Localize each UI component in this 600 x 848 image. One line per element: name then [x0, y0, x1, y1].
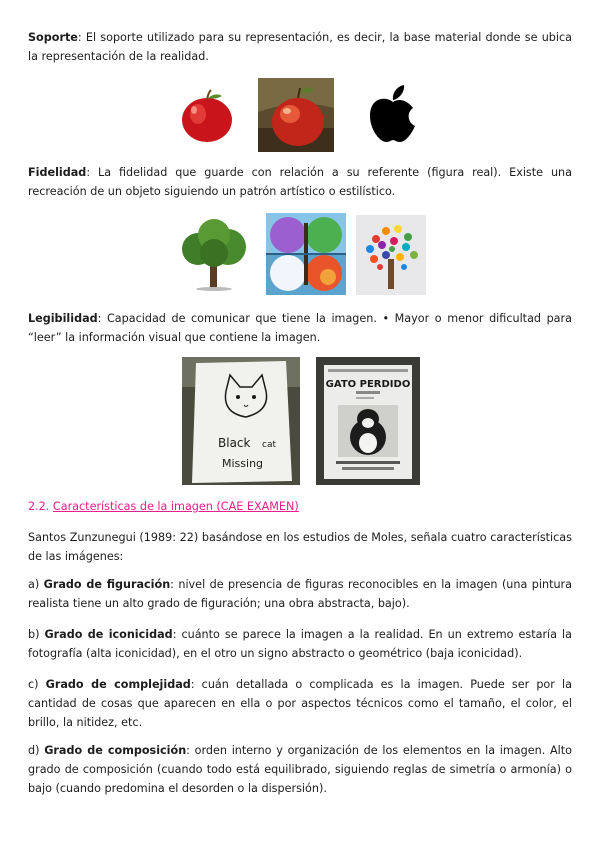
item-prefix: c) [28, 678, 46, 691]
red-apple-image [180, 88, 234, 144]
soporte-paragraph [28, 28, 572, 66]
sign-text-missing: Missing [222, 457, 264, 470]
item-term: Grado de composición [44, 744, 187, 757]
item-figuracion [28, 575, 572, 613]
poster-title: GATO PERDIDO [325, 379, 411, 390]
soporte-image-row [0, 78, 600, 152]
item-term: Grado de figuración [43, 578, 171, 591]
item-prefix: b) [28, 628, 45, 641]
section-number: 2.2. [28, 500, 53, 513]
legibilidad-paragraph [28, 309, 572, 347]
section-heading [28, 497, 299, 516]
item-text: : cuán detallada o complicada es la imagen. Puede ser por la cantidad de cosas que aparecen en ella o por aspectos técnicos como el tamaño, el color, el brillo, la nitidez, etc. [28, 678, 572, 729]
item-complejidad [28, 675, 572, 732]
butterfly-tree-illustration-image [356, 215, 426, 295]
item-prefix: d) [28, 744, 45, 757]
sign-text-black: Black [218, 436, 251, 450]
fidelidad-text: : La fidelidad que guarde con relación a su referente (figura real). Existe una recreación de un objeto siguiendo un patrón artístico o estilístico. [28, 166, 572, 198]
item-text: : orden interno y organización de los elementos en la imagen. Alto grado de composición (cuando todo está equilibrado, siguiendo reglas de simetría o armonía) o bajo (cuando predomina el desorden o la dispersión). [28, 744, 572, 795]
handdrawn-missing-cat-sign-image [182, 357, 300, 485]
legibilidad-image-row [0, 357, 600, 487]
fidelidad-image-row [0, 213, 600, 295]
section-title-link[interactable]: Características de la imagen (CAE EXAMEN) [52, 500, 299, 513]
gato-perdido-poster-image [316, 357, 420, 485]
real-tree-image [176, 219, 252, 291]
item-term: Grado de complejidad [45, 678, 191, 691]
item-term: Grado de iconicidad [44, 628, 173, 641]
painted-apple-image [258, 78, 334, 152]
item-text: : cuánto se parece la imagen a la realidad. En un extremo estaría la fotografía (alta iconicidad), en el otro un signo abstracto o geométrico (baja iconicidad). [28, 628, 572, 660]
fidelidad-term: Fidelidad [28, 166, 87, 179]
item-iconicidad [28, 625, 572, 663]
sign-text-cat: cat [262, 440, 276, 450]
soporte-text: : El soporte utilizado para su representación, es decir, la base material donde se ubica la representación de la realidad. [28, 31, 572, 63]
item-composicion [28, 741, 572, 798]
legibilidad-text: : Capacidad de comunicar que tiene la imagen. • Mayor o menor dificultad para “leer” la información visual que contiene la imagen. [28, 312, 572, 344]
intro-paragraph: Santos Zunzunegui (1989: 22) basándose en los estudios de Moles, señala cuatro características de las imágenes: [28, 531, 572, 563]
fidelidad-paragraph [28, 163, 572, 201]
legibilidad-term: Legibilidad [28, 312, 98, 325]
item-prefix: a) [28, 578, 44, 591]
apple-logo-image [366, 84, 420, 144]
soporte-term: Soporte [28, 31, 78, 44]
four-seasons-tree-painting-image [266, 213, 346, 295]
item-text: : nivel de presencia de figuras reconocibles en la imagen (una pintura realista tiene un alto grado de figuración; una obra abstracta, bajo). [28, 578, 572, 610]
